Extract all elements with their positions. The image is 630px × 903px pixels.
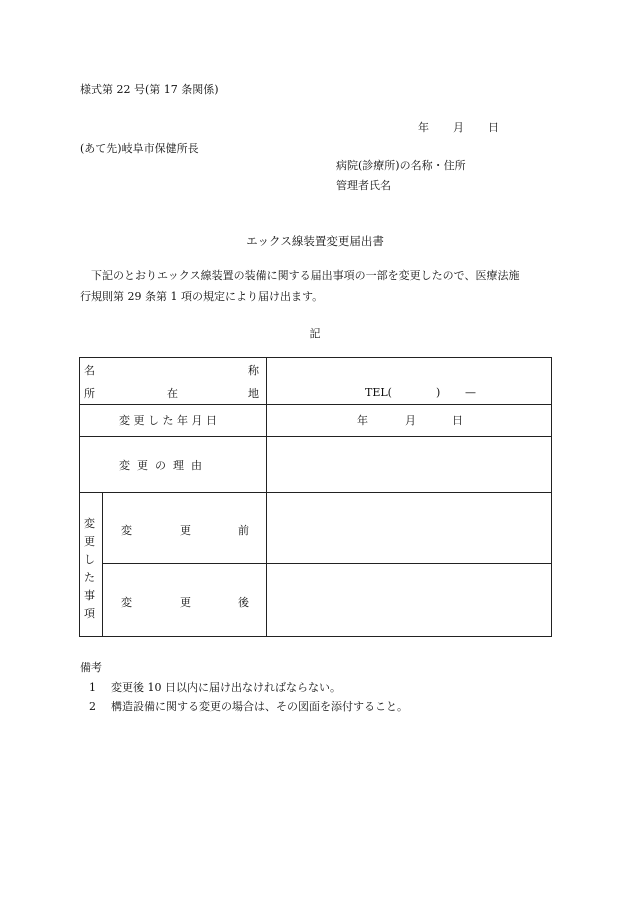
facility-name-address-label: 病院(診療所)の名称・住所 (336, 159, 466, 172)
document-title: エックス線装置変更届出書 (246, 234, 384, 248)
note-number: 1 (89, 681, 96, 694)
body-line-2: 行規則第 29 条第 1 項の規定により届け出ます。 (80, 290, 324, 303)
note-text: 変更後 10 日以内に届け出なければならない。 (111, 681, 341, 694)
table-row-line-2 (80, 436, 551, 437)
table-divider-side (102, 492, 103, 636)
notes-heading: 備考 (80, 661, 102, 674)
tel-close: ) (436, 386, 441, 399)
submission-date (418, 119, 499, 135)
changed-items-char-1: 変 (84, 517, 95, 530)
ki-heading: 記 (309, 327, 321, 340)
date-day-label: 日 (488, 121, 499, 134)
date-month-label: 月 (453, 121, 464, 134)
name-label-part-2: 称 (248, 364, 259, 377)
reason-label: 変 更 の 理 由 (119, 459, 202, 472)
change-date-day: 日 (452, 414, 463, 427)
changed-items-char-3: し (84, 553, 95, 566)
addressee: (あて先)岐阜市保健所長 (80, 142, 199, 155)
reporter-block (336, 156, 466, 196)
table-row-line-3 (80, 492, 551, 493)
before-label-part-2: 更 (180, 524, 191, 537)
date-year-label: 年 (418, 121, 429, 134)
change-form-table (79, 357, 552, 637)
before-label-part-3: 前 (238, 524, 249, 537)
table-divider-main (266, 358, 267, 636)
form-number: 様式第 22 号(第 17 条関係) (80, 83, 219, 96)
manager-name-label: 管理者氏名 (336, 179, 391, 192)
tel-dash: — (465, 386, 476, 399)
address-label-part-1: 所 (84, 387, 95, 400)
note-number: 2 (89, 700, 96, 713)
changed-items-char-5: 事 (84, 589, 95, 602)
after-label-part-1: 変 (121, 596, 132, 609)
note-item-2 (89, 698, 408, 714)
after-label-part-2: 更 (180, 596, 191, 609)
before-label-part-1: 変 (121, 524, 132, 537)
change-date-year: 年 (357, 414, 368, 427)
changed-items-char-6: 項 (84, 607, 95, 620)
table-row-line-4 (102, 563, 551, 564)
changed-items-char-4: た (84, 571, 95, 584)
body-text (80, 265, 550, 307)
tel-prefix: TEL( (365, 386, 392, 399)
note-text: 構造設備に関する変更の場合は、その図面を添付すること。 (111, 700, 408, 713)
change-date-month: 月 (405, 414, 416, 427)
note-item-1 (89, 679, 341, 695)
address-label-part-2: 在 (167, 387, 178, 400)
after-label-part-3: 後 (238, 596, 249, 609)
changed-items-char-2: 更 (84, 535, 95, 548)
table-row-line-1 (80, 404, 551, 405)
change-date-label: 変 更 し た 年 月 日 (119, 414, 217, 427)
body-line-1: 下記のとおりエックス線装置の装備に関する届出事項の一部を変更したので、医療法施 (91, 269, 520, 282)
address-label-part-3: 地 (248, 387, 259, 400)
name-label-part-1: 名 (84, 364, 95, 377)
